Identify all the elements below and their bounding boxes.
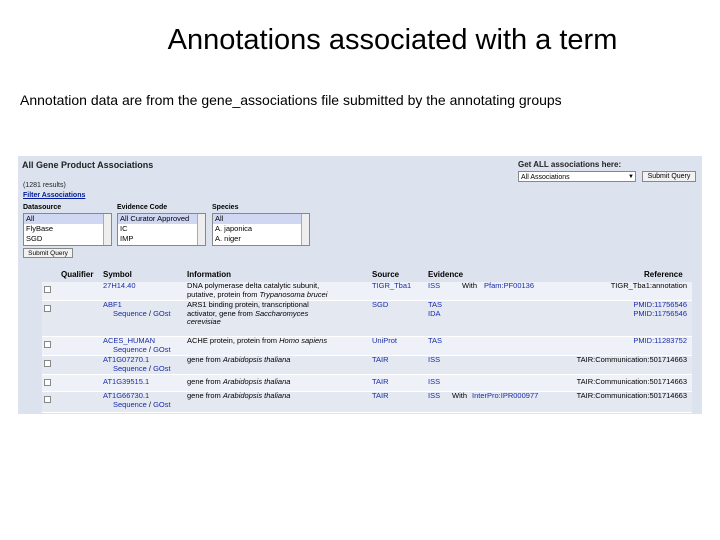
reference-text: TAIR:Communication:501714663	[576, 391, 687, 400]
table-row	[42, 392, 692, 413]
scrollbar[interactable]	[103, 214, 111, 245]
information-text: gene from	[187, 355, 221, 364]
species-name: Saccharomyces	[254, 308, 309, 318]
listbox-option[interactable]: IMP	[120, 234, 134, 243]
source-link[interactable]: TAIR	[372, 391, 389, 400]
species-label: Species	[212, 204, 239, 211]
datasource-label: Datasource	[23, 204, 62, 211]
species-name: cerevisiae	[187, 317, 221, 326]
with-link[interactable]: Pfam:PF00136	[484, 281, 535, 290]
species-name: Arabidopsis thaliana	[222, 391, 291, 400]
species-name: Trypanosoma brucei	[259, 289, 328, 299]
reference-link[interactable]: PMID:11756546	[633, 300, 687, 309]
reference-link[interactable]: PMID:11756546	[633, 308, 687, 318]
gost-link[interactable]: GOst	[153, 363, 171, 373]
source-link[interactable]: TIGR_Tba1	[372, 281, 412, 290]
evidence-link[interactable]: ISS	[428, 281, 441, 290]
with-label: With	[452, 391, 467, 400]
information-text: gene from	[187, 391, 221, 400]
datasource-listbox[interactable]	[23, 213, 112, 246]
reference-text: TIGR_Tba1:annotation	[610, 281, 687, 290]
get-all-label: Get ALL associations here:	[518, 160, 622, 169]
associations-select-value: All Associations	[521, 174, 570, 181]
source-link[interactable]: SGD	[372, 300, 389, 309]
listbox-option[interactable]: All	[24, 214, 111, 224]
table-row	[42, 337, 692, 356]
row-checkbox[interactable]	[44, 341, 51, 348]
species-name: Homo sapiens	[279, 336, 328, 345]
listbox-option[interactable]: SGD	[26, 234, 43, 243]
with-label: With	[462, 281, 477, 290]
evidence-link[interactable]: ISS	[428, 391, 441, 400]
row-checkbox[interactable]	[44, 286, 51, 293]
species-name: Arabidopsis thaliana	[222, 377, 291, 386]
information-text: ACHE protein, protein from	[187, 336, 278, 345]
sequence-link[interactable]: Sequence	[113, 399, 147, 409]
information-text: ARS1 binding protein, transcriptional	[187, 300, 309, 309]
reference-text: TAIR:Communication:501714663	[576, 355, 687, 364]
scrollbar[interactable]	[197, 214, 205, 245]
query-button[interactable]: Submit Query	[642, 171, 696, 182]
evidence-link[interactable]: ISS	[428, 355, 441, 364]
column-header-information: Information	[187, 270, 231, 279]
associations-panel	[18, 156, 702, 414]
source-link[interactable]: UniProt	[372, 336, 398, 345]
table-row	[42, 282, 692, 301]
listbox-option[interactable]: IC	[120, 224, 128, 233]
gost-link[interactable]: GOst	[153, 308, 171, 318]
reference-link[interactable]: PMID:11283752	[633, 336, 687, 345]
reference-text: TAIR:Communication:501714663	[576, 377, 687, 386]
sequence-link[interactable]: Sequence	[113, 344, 147, 354]
separator: /	[148, 363, 151, 373]
sequence-link[interactable]: Sequence	[113, 363, 147, 373]
associations-select[interactable]	[518, 171, 636, 182]
evidence-link[interactable]: TAS	[428, 336, 443, 345]
sequence-link[interactable]: Sequence	[113, 308, 147, 318]
listbox-option[interactable]: A. japonica	[215, 224, 253, 233]
filter-associations-link[interactable]: Filter Associations	[23, 192, 86, 199]
column-header-reference: Reference	[644, 270, 683, 279]
evidence-link[interactable]: TAS	[428, 300, 443, 309]
row-checkbox[interactable]	[44, 360, 51, 367]
evidence-link[interactable]: IDA	[428, 308, 441, 318]
scrollbar[interactable]	[301, 214, 309, 245]
listbox-option[interactable]: All Curator Approved	[118, 214, 205, 224]
gost-link[interactable]: GOst	[153, 344, 171, 354]
source-link[interactable]: TAIR	[372, 377, 389, 386]
symbol-link[interactable]: AT1G39515.1	[103, 377, 150, 386]
information-text: DNA polymerase delta catalytic subunit,	[187, 281, 320, 290]
evidence-code-listbox[interactable]	[117, 213, 206, 246]
listbox-option[interactable]: FlyBase	[26, 224, 54, 233]
information-text: putative, protein from	[187, 289, 258, 299]
information-text: gene from	[187, 377, 221, 386]
species-name: Arabidopsis thaliana	[222, 355, 291, 364]
gost-link[interactable]: GOst	[153, 399, 171, 409]
column-header-qualifier: Qualifier	[61, 270, 94, 279]
symbol-link[interactable]: 27H14.40	[103, 281, 136, 290]
symbol-link[interactable]: ABF1	[103, 300, 122, 309]
column-header-source: Source	[372, 270, 400, 279]
listbox-option[interactable]: A. niger	[215, 234, 241, 243]
slide-title: Annotations associated with a term	[167, 24, 618, 56]
separator: /	[148, 399, 151, 409]
symbol-link[interactable]: AT1G66730.1	[103, 391, 150, 400]
source-link[interactable]: TAIR	[372, 355, 389, 364]
table-row	[42, 356, 692, 375]
row-checkbox[interactable]	[44, 305, 51, 312]
with-link[interactable]: InterPro:IPR000977	[472, 391, 539, 400]
column-header-evidence: Evidence	[428, 270, 464, 279]
evidence-code-label: Evidence Code	[117, 204, 168, 211]
slide-subtitle: Annotation data are from the gene_associations file submitted by the annotating groups	[20, 92, 562, 108]
chevron-down-icon: ▼	[628, 174, 634, 180]
information-text: activator, gene from	[187, 308, 253, 318]
column-header-symbol: Symbol	[103, 270, 132, 279]
listbox-option[interactable]: All	[213, 214, 309, 224]
results-count: (1281 results)	[23, 182, 66, 189]
symbol-link[interactable]: AT1G07270.1	[103, 355, 150, 364]
row-checkbox[interactable]	[44, 396, 51, 403]
separator: /	[148, 344, 151, 354]
table-row	[42, 301, 692, 337]
panel-header: All Gene Product Associations	[22, 160, 154, 170]
species-listbox[interactable]	[212, 213, 310, 246]
separator: /	[148, 308, 151, 318]
table-row	[42, 375, 692, 392]
evidence-link[interactable]: ISS	[428, 377, 441, 386]
submit-query-button[interactable]: Submit Query	[23, 248, 73, 258]
symbol-link[interactable]: ACES_HUMAN	[103, 336, 156, 345]
row-checkbox[interactable]	[44, 379, 51, 386]
